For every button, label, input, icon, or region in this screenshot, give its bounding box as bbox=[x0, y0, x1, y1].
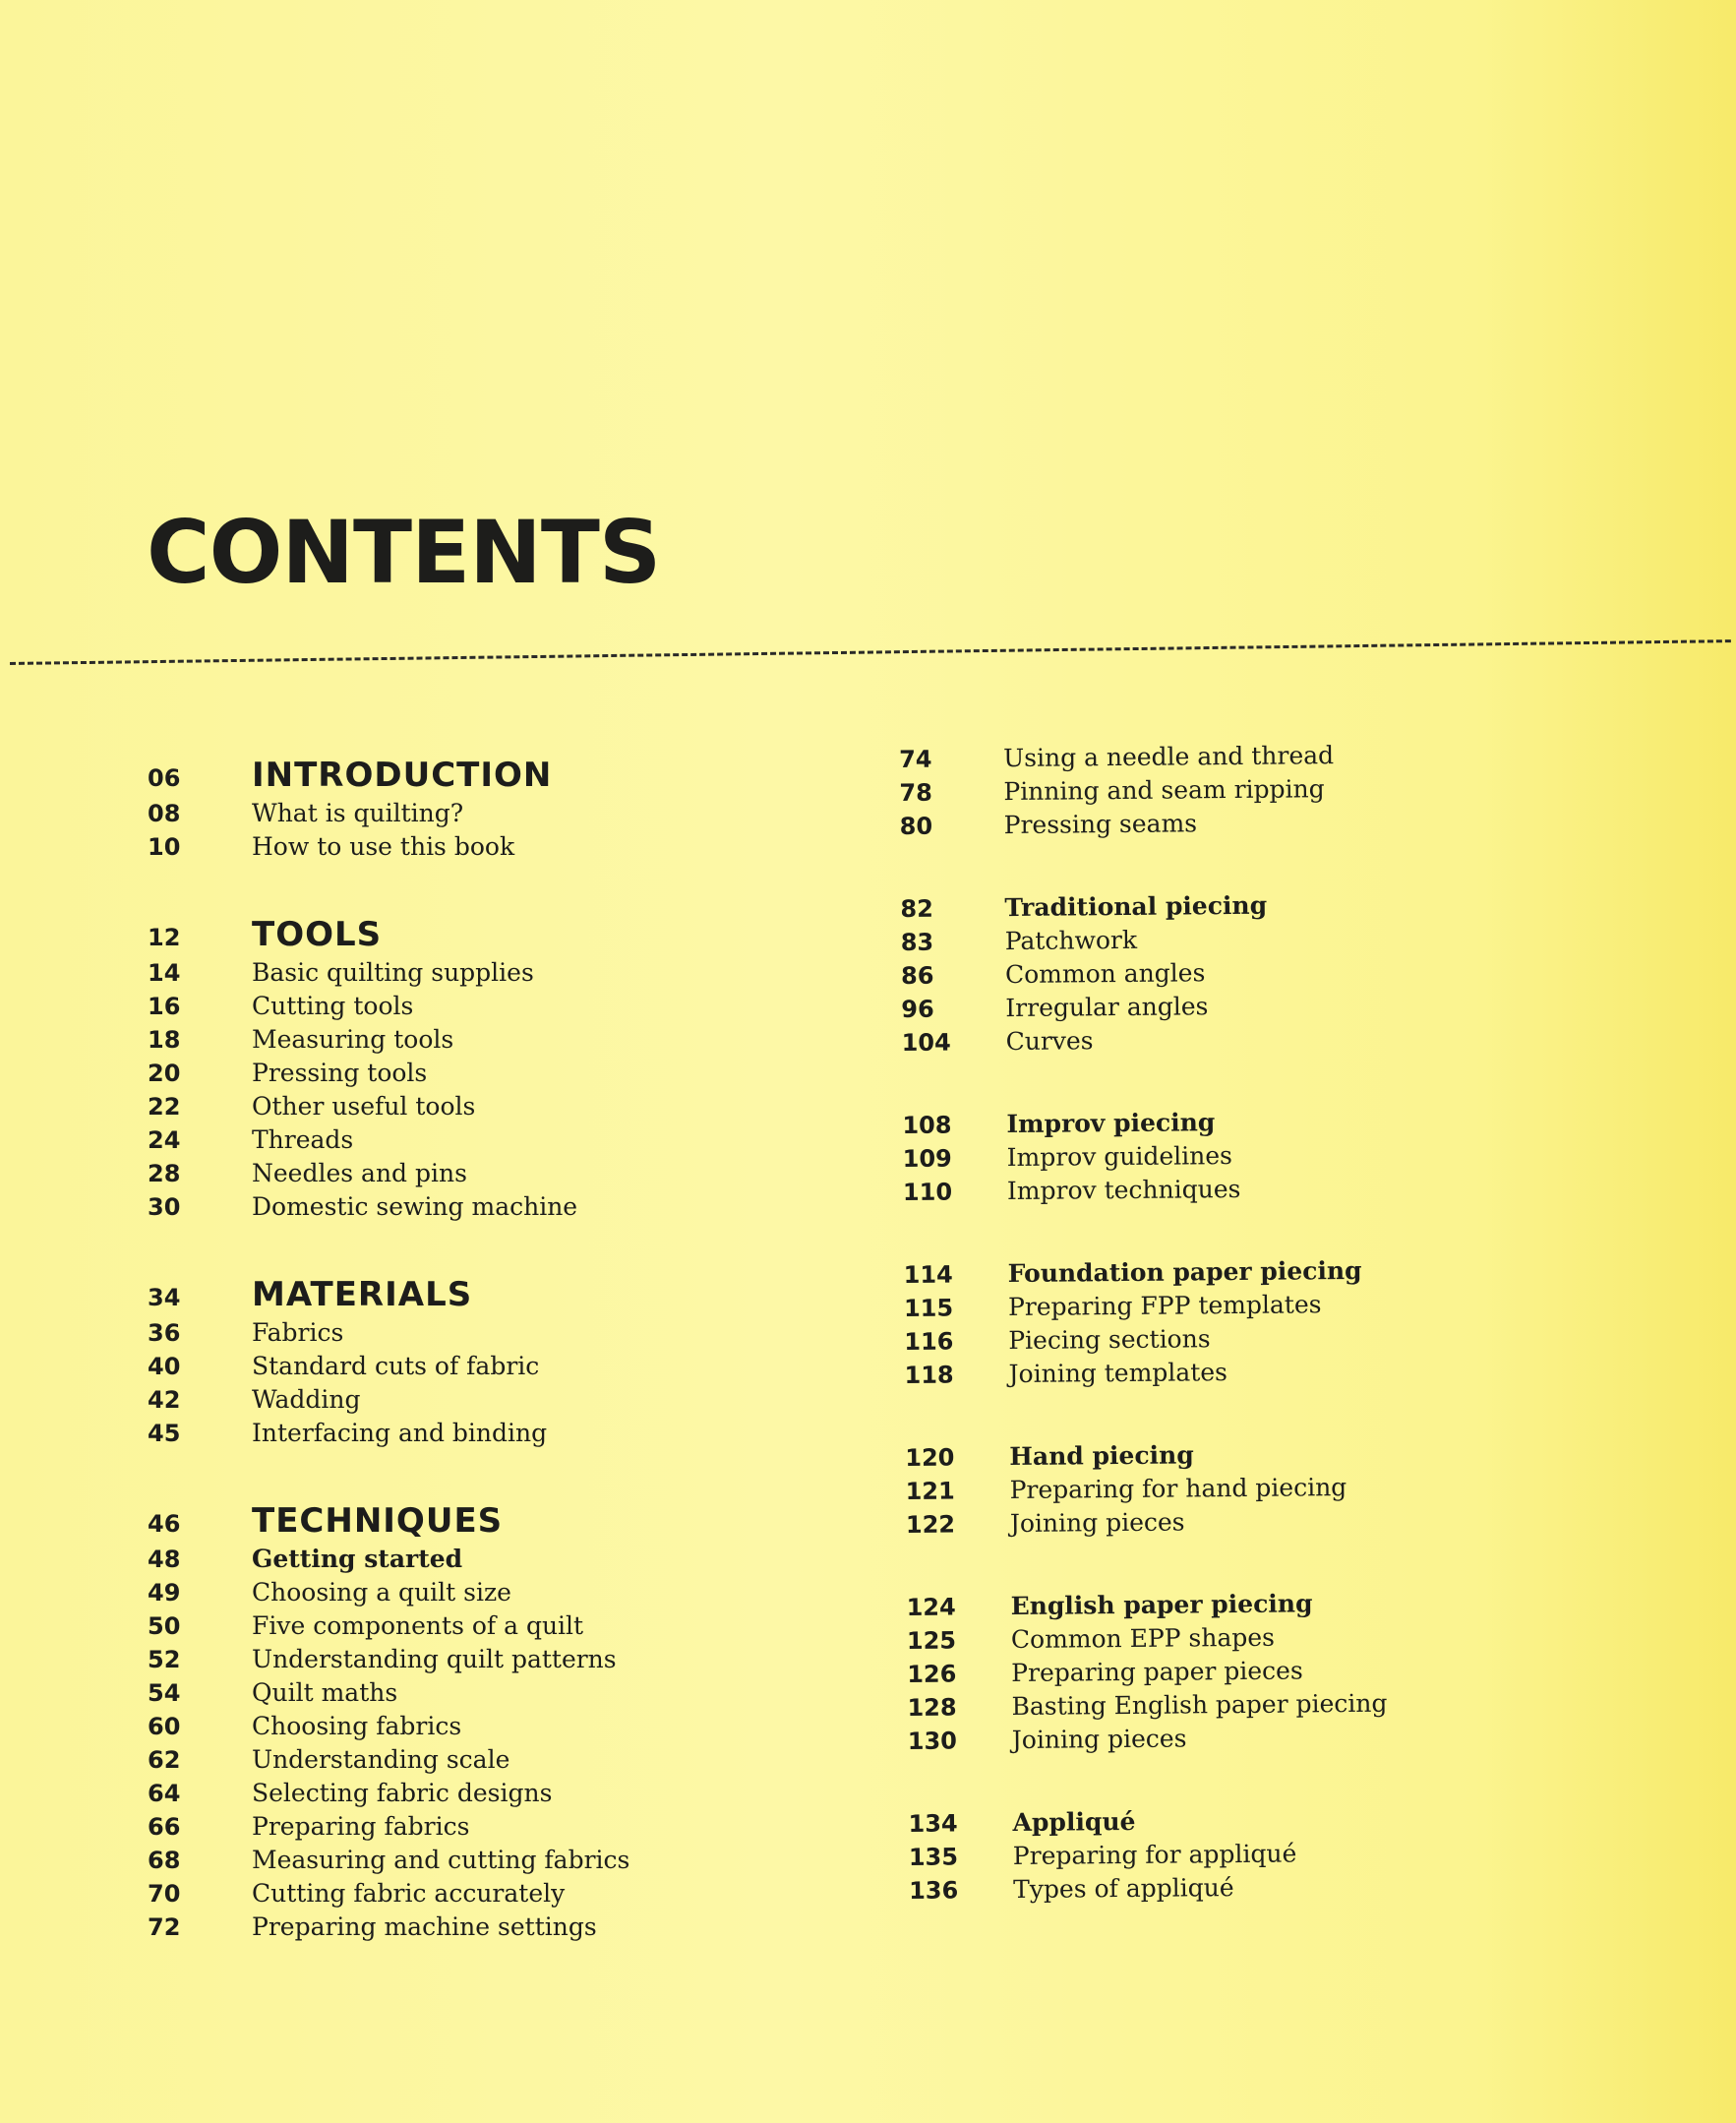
toc-left-column bbox=[148, 756, 856, 1995]
page-number: 08 bbox=[148, 800, 181, 827]
toc-label: Understanding scale bbox=[252, 1745, 510, 1774]
toc-label: Preparing fabrics bbox=[252, 1812, 470, 1841]
toc-section-heading bbox=[148, 915, 856, 958]
toc-entry bbox=[904, 1355, 1612, 1394]
page-number: 50 bbox=[148, 1612, 181, 1640]
toc-label: Standard cuts of fabric bbox=[252, 1352, 540, 1380]
toc-group bbox=[907, 1587, 1616, 1760]
toc-entry bbox=[148, 1712, 856, 1745]
toc-entry bbox=[148, 1912, 856, 1946]
page-number: 20 bbox=[148, 1060, 181, 1087]
toc-label: Understanding quilt patterns bbox=[252, 1645, 617, 1673]
page-number: 24 bbox=[148, 1126, 181, 1154]
toc-label: Domestic sewing machine bbox=[252, 1192, 578, 1221]
toc-group bbox=[148, 1275, 856, 1452]
toc-section-heading bbox=[148, 1501, 856, 1545]
toc-entry bbox=[148, 1578, 856, 1611]
page-number: 115 bbox=[903, 1294, 954, 1322]
page-number: 68 bbox=[148, 1847, 181, 1874]
toc-label: Foundation paper piecing bbox=[1007, 1255, 1362, 1289]
toc-subheading bbox=[148, 1545, 856, 1578]
page-number: 72 bbox=[148, 1913, 181, 1941]
toc-label: Improv guidelines bbox=[1006, 1141, 1233, 1173]
toc-group bbox=[904, 1254, 1613, 1394]
toc-label: Irregular angles bbox=[1005, 992, 1209, 1023]
toc-entry bbox=[148, 992, 856, 1025]
toc-label: Hand piecing bbox=[1009, 1440, 1194, 1472]
toc-label: Threads bbox=[252, 1125, 354, 1154]
toc-label: Choosing fabrics bbox=[252, 1712, 462, 1740]
toc-section-heading bbox=[148, 1275, 856, 1318]
page-number: 34 bbox=[148, 1284, 181, 1311]
page-number: 82 bbox=[900, 894, 933, 923]
toc-group bbox=[899, 739, 1608, 845]
toc-entry bbox=[148, 1192, 856, 1226]
page-number: 104 bbox=[901, 1028, 951, 1057]
page-number: 06 bbox=[148, 764, 181, 792]
toc-label: Types of appliqué bbox=[1013, 1873, 1234, 1905]
page-number: 18 bbox=[148, 1026, 181, 1054]
toc-group bbox=[905, 1437, 1614, 1544]
toc-entry bbox=[148, 1125, 856, 1159]
toc-label: English paper piecing bbox=[1010, 1589, 1313, 1621]
toc-label: Basic quilting supplies bbox=[252, 958, 534, 987]
toc-label: TOOLS bbox=[252, 915, 383, 954]
page-number: 121 bbox=[905, 1477, 955, 1505]
toc-label: Measuring tools bbox=[252, 1025, 454, 1054]
toc-entry bbox=[148, 1779, 856, 1812]
toc-label: Preparing FPP templates bbox=[1007, 1290, 1322, 1322]
toc-label: Fabrics bbox=[252, 1318, 344, 1347]
toc-group bbox=[902, 1105, 1611, 1211]
toc-entry bbox=[148, 1745, 856, 1779]
toc-section-heading bbox=[148, 756, 856, 799]
page-number: 49 bbox=[148, 1579, 181, 1607]
toc-label: Needles and pins bbox=[252, 1159, 467, 1187]
toc-label: Getting started bbox=[252, 1545, 463, 1573]
toc-entry bbox=[148, 1352, 856, 1385]
page-number: 14 bbox=[148, 959, 181, 987]
page-number: 74 bbox=[899, 745, 932, 773]
page-number: 45 bbox=[148, 1420, 181, 1447]
toc-label: Five components of a quilt bbox=[252, 1611, 584, 1640]
toc-label: Piecing sections bbox=[1008, 1324, 1211, 1356]
toc-entry bbox=[148, 1678, 856, 1712]
page-number: 118 bbox=[904, 1361, 954, 1389]
page-number: 42 bbox=[148, 1386, 181, 1414]
toc-label: INTRODUCTION bbox=[252, 756, 553, 795]
page-number: 110 bbox=[902, 1178, 953, 1206]
toc-entry bbox=[909, 1870, 1617, 1910]
toc-entry bbox=[903, 1172, 1611, 1211]
page-number: 126 bbox=[907, 1660, 957, 1688]
toc-label: Common angles bbox=[1004, 958, 1206, 990]
toc-entry bbox=[148, 1812, 856, 1846]
toc-entry bbox=[148, 1159, 856, 1192]
toc-entry bbox=[148, 1846, 856, 1879]
toc-label: Joining templates bbox=[1008, 1358, 1228, 1389]
toc-label: Preparing machine settings bbox=[252, 1912, 597, 1941]
page-number: 80 bbox=[899, 812, 933, 840]
toc-entry bbox=[148, 958, 856, 992]
toc-entry bbox=[148, 1419, 856, 1452]
dashed-divider bbox=[10, 639, 1731, 665]
page-number: 40 bbox=[148, 1353, 181, 1380]
toc-label: Cutting fabric accurately bbox=[252, 1879, 566, 1908]
toc-label: MATERIALS bbox=[252, 1275, 473, 1314]
toc-entry bbox=[148, 1645, 856, 1678]
toc-entry bbox=[900, 806, 1608, 845]
page-number: 136 bbox=[909, 1876, 959, 1905]
page-number: 54 bbox=[148, 1679, 181, 1707]
page-number: 64 bbox=[148, 1780, 181, 1807]
toc-label: Improv piecing bbox=[1006, 1108, 1216, 1139]
toc-entry bbox=[148, 1318, 856, 1352]
page-number: 30 bbox=[148, 1193, 181, 1221]
toc-entry bbox=[148, 832, 856, 866]
page-number: 78 bbox=[899, 778, 932, 807]
page-number: 114 bbox=[903, 1260, 953, 1289]
toc-label: Wadding bbox=[252, 1385, 361, 1414]
toc-label: Selecting fabric designs bbox=[252, 1779, 553, 1807]
toc-label: Preparing for appliqué bbox=[1012, 1839, 1297, 1871]
toc-group bbox=[148, 1501, 856, 1946]
toc-label: Using a needle and thread bbox=[1002, 741, 1335, 773]
page-number: 12 bbox=[148, 924, 181, 951]
toc-entry bbox=[148, 1611, 856, 1645]
page-number: 125 bbox=[906, 1626, 957, 1655]
toc-label: Pressing tools bbox=[252, 1059, 428, 1087]
page-number: 122 bbox=[905, 1510, 956, 1539]
page-number: 109 bbox=[902, 1144, 952, 1173]
toc-label: Improv techniques bbox=[1006, 1174, 1241, 1206]
toc-label: Preparing paper pieces bbox=[1011, 1656, 1303, 1688]
toc-label: Quilt maths bbox=[252, 1678, 398, 1707]
toc-entry bbox=[148, 1385, 856, 1419]
toc-label: What is quilting? bbox=[252, 799, 464, 827]
page-number: 134 bbox=[908, 1809, 958, 1838]
toc-label: Appliqué bbox=[1012, 1806, 1136, 1838]
page-number: 28 bbox=[148, 1160, 181, 1187]
toc-group bbox=[148, 756, 856, 866]
page-number: 36 bbox=[148, 1319, 181, 1347]
toc-entry bbox=[148, 1059, 856, 1092]
page-number: 10 bbox=[148, 833, 181, 861]
toc-label: Patchwork bbox=[1004, 925, 1138, 956]
page-number: 96 bbox=[901, 995, 934, 1023]
toc-label: Interfacing and binding bbox=[252, 1419, 548, 1447]
page-number: 16 bbox=[148, 993, 181, 1020]
page-number: 66 bbox=[148, 1813, 181, 1841]
toc-label: Choosing a quilt size bbox=[252, 1578, 511, 1607]
page-number: 83 bbox=[900, 928, 934, 956]
toc-entry bbox=[148, 799, 856, 832]
page-number: 135 bbox=[908, 1843, 959, 1871]
page-number: 124 bbox=[906, 1593, 956, 1621]
toc-group bbox=[908, 1803, 1617, 1910]
toc-label: Joining pieces bbox=[1009, 1507, 1185, 1539]
toc-label: How to use this book bbox=[252, 832, 515, 861]
toc-label: Cutting tools bbox=[252, 992, 414, 1020]
page-title: CONTENTS bbox=[147, 502, 661, 603]
toc-label: Preparing for hand piecing bbox=[1009, 1473, 1347, 1505]
toc-entry bbox=[906, 1504, 1614, 1544]
toc-label: Measuring and cutting fabrics bbox=[252, 1846, 630, 1874]
toc-label: Pressing seams bbox=[1003, 809, 1198, 840]
page-number: 48 bbox=[148, 1546, 181, 1573]
page-number: 52 bbox=[148, 1646, 181, 1673]
page-number: 62 bbox=[148, 1746, 181, 1774]
toc-group bbox=[900, 888, 1609, 1062]
page-number: 116 bbox=[904, 1327, 954, 1356]
toc-label: TECHNIQUES bbox=[252, 1501, 504, 1541]
page-number: 108 bbox=[902, 1111, 952, 1139]
page-number: 120 bbox=[905, 1443, 955, 1472]
toc-entry bbox=[148, 1025, 856, 1059]
toc-label: Other useful tools bbox=[252, 1092, 476, 1121]
page-number: 70 bbox=[148, 1880, 181, 1908]
page-number: 60 bbox=[148, 1713, 181, 1740]
toc-group bbox=[148, 915, 856, 1226]
toc-entry bbox=[902, 1022, 1610, 1062]
toc-right-column bbox=[899, 739, 1618, 1959]
page-number: 128 bbox=[907, 1693, 957, 1722]
toc-entry bbox=[148, 1879, 856, 1912]
page-number: 46 bbox=[148, 1510, 181, 1538]
toc-label: Pinning and seam ripping bbox=[1003, 774, 1325, 807]
page-number: 22 bbox=[148, 1093, 181, 1121]
toc-label: Basting English paper piecing bbox=[1011, 1688, 1388, 1722]
page-number: 130 bbox=[907, 1727, 958, 1755]
toc-label: Common EPP shapes bbox=[1010, 1622, 1276, 1655]
toc-entry bbox=[148, 1092, 856, 1125]
toc-entry bbox=[908, 1721, 1616, 1760]
toc-label: Joining pieces bbox=[1011, 1724, 1187, 1755]
toc-label: Curves bbox=[1005, 1026, 1094, 1057]
toc-label: Traditional piecing bbox=[1004, 890, 1268, 923]
page-number: 86 bbox=[900, 961, 934, 990]
